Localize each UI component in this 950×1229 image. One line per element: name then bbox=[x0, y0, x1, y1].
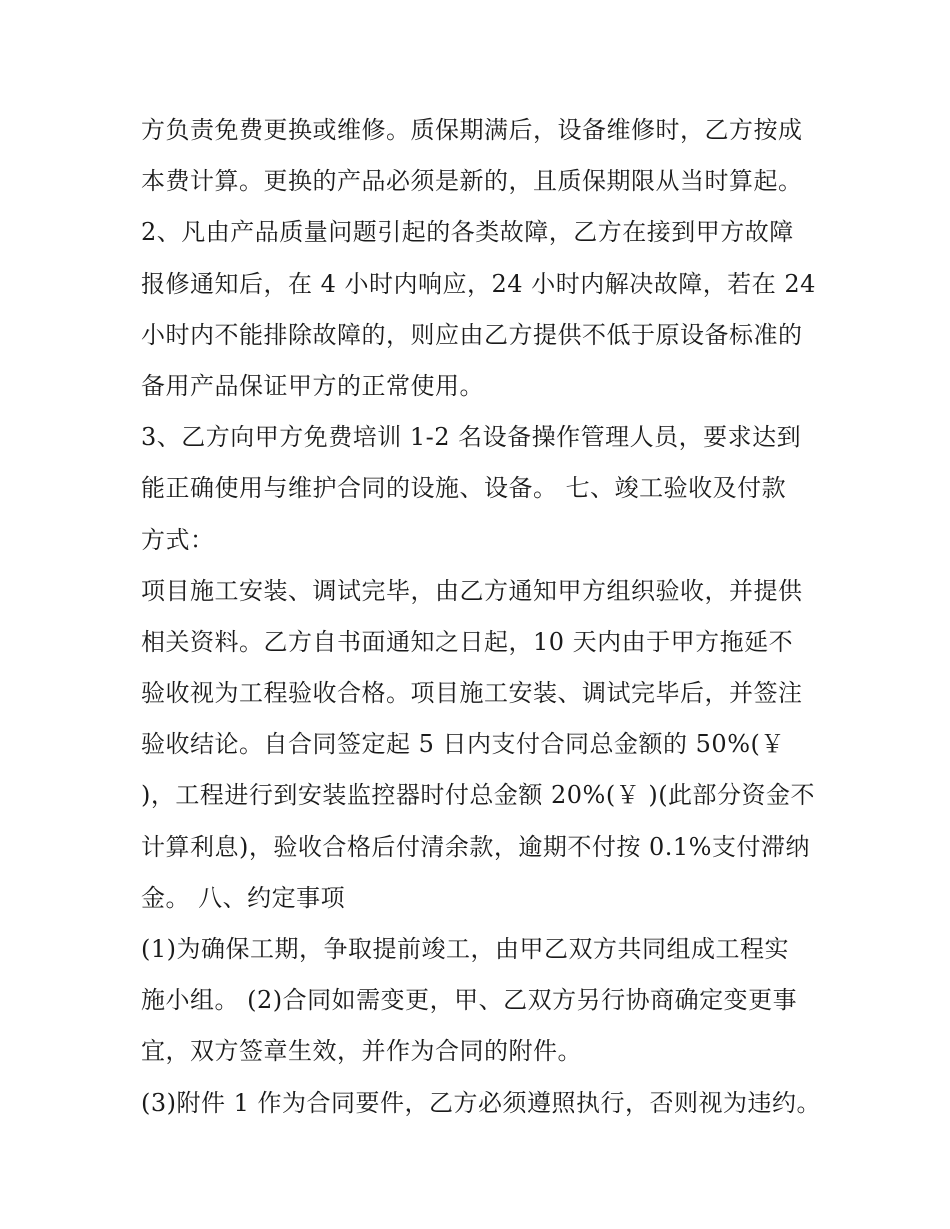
text-line: 验收视为工程验收合格。项目施工安装、调试完毕后，并签注 bbox=[141, 679, 803, 708]
contract-text-block bbox=[141, 105, 841, 1129]
text-line: 备用产品保证甲方的正常使用。 bbox=[141, 371, 484, 400]
text-line: 项目施工安装、调试完毕，由乙方通知甲方组织验收，并提供 bbox=[141, 576, 803, 605]
text-line: 本费计算。更换的产品必须是新的，且质保期限从当时算起。 bbox=[141, 167, 803, 196]
text-line: 方式： bbox=[141, 525, 215, 554]
text-line: 报修通知后，在 4 小时内响应，24 小时内解决故障，若在 24 bbox=[141, 269, 816, 298]
text-line: 小时内不能排除故障的，则应由乙方提供不低于原设备标准的 bbox=[141, 320, 803, 349]
text-line: 方负责免费更换或维修。质保期满后，设备维修时，乙方按成 bbox=[141, 116, 803, 144]
text-line: 宜，双方签章生效，并作为合同的附件。 bbox=[141, 1037, 582, 1066]
text-line: 相关资料。乙方自书面通知之日起，10 天内由于甲方拖延不 bbox=[141, 627, 794, 656]
text-line: 2、凡由产品质量问题引起的各类故障，乙方在接到甲方故障 bbox=[141, 218, 794, 247]
text-line: (1)为确保工期，争取提前竣工，由甲乙双方共同组成工程实 bbox=[141, 935, 789, 963]
text-line: 施小组。 (2)合同如需变更，甲、乙双方另行协商确定变更事 bbox=[141, 986, 798, 1015]
text-line: (3)附件 1 作为合同要件，乙方必须遵照执行，否则视为违约。 bbox=[141, 1088, 822, 1117]
text-line: 验收结论。自合同签定起 5 日内支付合同总金额的 50%(￥ bbox=[141, 730, 785, 759]
text-line: 计算利息)，验收合格后付清余款，逾期不付按 0.1%支付滞纳 bbox=[141, 832, 810, 861]
text-line: 能正确使用与维护合同的设施、设备。 七、竣工验收及付款 bbox=[141, 474, 787, 503]
text-line: )，工程进行到安装监控器时付总金额 20%(￥ )(此部分资金不 bbox=[141, 781, 816, 810]
text-line: 3、乙方向甲方免费培训 1-2 名设备操作管理人员，要求达到 bbox=[141, 423, 802, 452]
text-line: 金。 八、约定事项 bbox=[141, 883, 346, 912]
